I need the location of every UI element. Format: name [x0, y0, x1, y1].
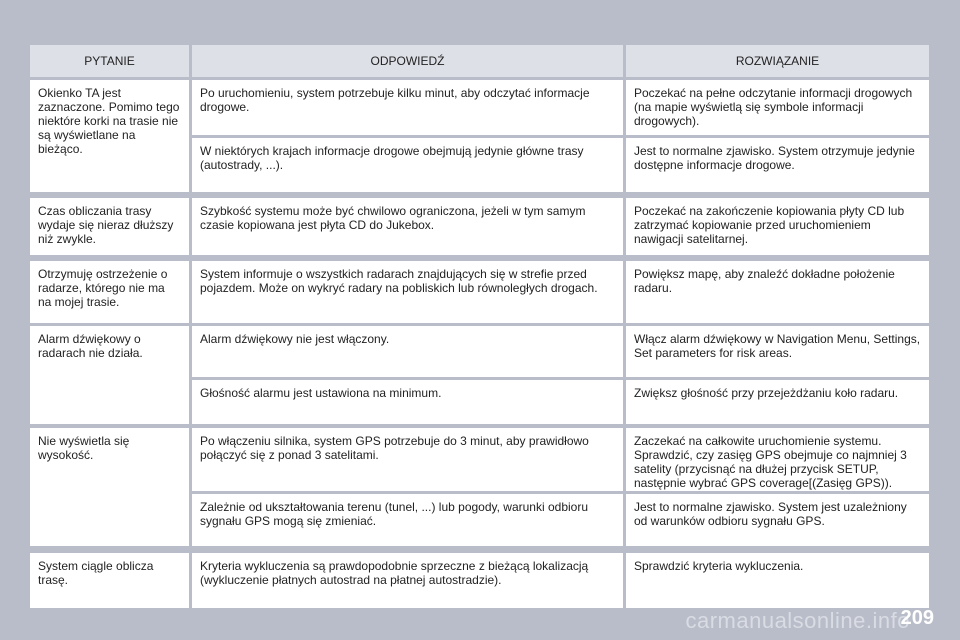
- header-solution: ROZWIĄZANIE: [626, 45, 929, 77]
- solution-cell: Zwiększ głośność przy przejeżdżaniu koło radaru.: [626, 380, 929, 424]
- answer-cell: Głośność alarmu jest ustawiona na minimum.: [192, 380, 623, 424]
- header-answer: ODPOWIEDŹ: [192, 45, 623, 77]
- solution-cell: Włącz alarm dźwiękowy w Navigation Menu, Settings, Set parameters for risk areas.: [626, 326, 929, 377]
- answer-cell: Szybkość systemu może być chwilowo ograniczona, jeżeli w tym samym czasie kopiowana jest płyta CD do Jukebox.: [192, 198, 623, 255]
- question-cell: Nie wyświetla się wysokość.: [30, 428, 189, 546]
- answer-cell: Kryteria wykluczenia są prawdopodobnie sprzeczne z bieżącą lokalizacją (wykluczenie płatnych autostrad na płatnej autostradzie).: [192, 553, 623, 608]
- question-cell: Czas obliczania trasy wydaje się nieraz dłuższy niż zwykle.: [30, 198, 189, 255]
- answer-cell: Po włączeniu silnika, system GPS potrzebuje do 3 minut, aby prawidłowo połączyć się z ponad 3 satelitami.: [192, 428, 623, 491]
- solution-cell: Sprawdzić kryteria wykluczenia.: [626, 553, 929, 608]
- answer-cell: System informuje o wszystkich radarach znajdujących się w strefie przed pojazdem. Może on wykryć radary na pobliskich lub równoległych drogach.: [192, 261, 623, 323]
- solution-cell: Poczekać na pełne odczytanie informacji drogowych (na mapie wyświetlą się symbole informacji drogowych).: [626, 80, 929, 135]
- answer-cell: Alarm dźwiękowy nie jest włączony.: [192, 326, 623, 377]
- header-question: PYTANIE: [30, 45, 189, 77]
- solution-cell: Jest to normalne zjawisko. System otrzymuje jedynie dostępne informacje drogowe.: [626, 138, 929, 192]
- answer-cell: Zależnie od ukształtowania terenu (tunel, ...) lub pogody, warunki odbioru sygnału GPS mogą się zmieniać.: [192, 494, 623, 546]
- solution-cell: Jest to normalne zjawisko. System jest uzależniony od warunków odbioru sygnału GPS.: [626, 494, 929, 546]
- solution-cell: Powiększ mapę, aby znaleźć dokładne położenie radaru.: [626, 261, 929, 323]
- question-cell: Otrzymuję ostrzeżenie o radarze, którego nie ma na mojej trasie.: [30, 261, 189, 323]
- answer-cell: W niektórych krajach informacje drogowe obejmują jedynie główne trasy (autostrady, ...).: [192, 138, 623, 192]
- solution-cell: Zaczekać na całkowite uruchomienie systemu. Sprawdzić, czy zasięg GPS obejmuje co najmniej 3 satelity (przycisnąć na dłużej przycisk SETUP, następnie wybrać GPS coverage[(Zasięg GPS)).: [626, 428, 929, 491]
- question-cell: System ciągle oblicza trasę.: [30, 553, 189, 608]
- solution-cell: Poczekać na zakończenie kopiowania płyty CD lub zatrzymać kopiowanie przed uruchomieniem nawigacji satelitarnej.: [626, 198, 929, 255]
- question-cell: Okienko TA jest zaznaczone. Pomimo tego niektóre korki na trasie nie są wyświetlane na bieżąco.: [30, 80, 189, 192]
- answer-cell: Po uruchomieniu, system potrzebuje kilku minut, aby odczytać informacje drogowe.: [192, 80, 623, 135]
- question-cell: Alarm dźwiękowy o radarach nie działa.: [30, 326, 189, 424]
- page-number: 209: [900, 607, 934, 629]
- watermark: carmanualsonline.info: [685, 608, 910, 633]
